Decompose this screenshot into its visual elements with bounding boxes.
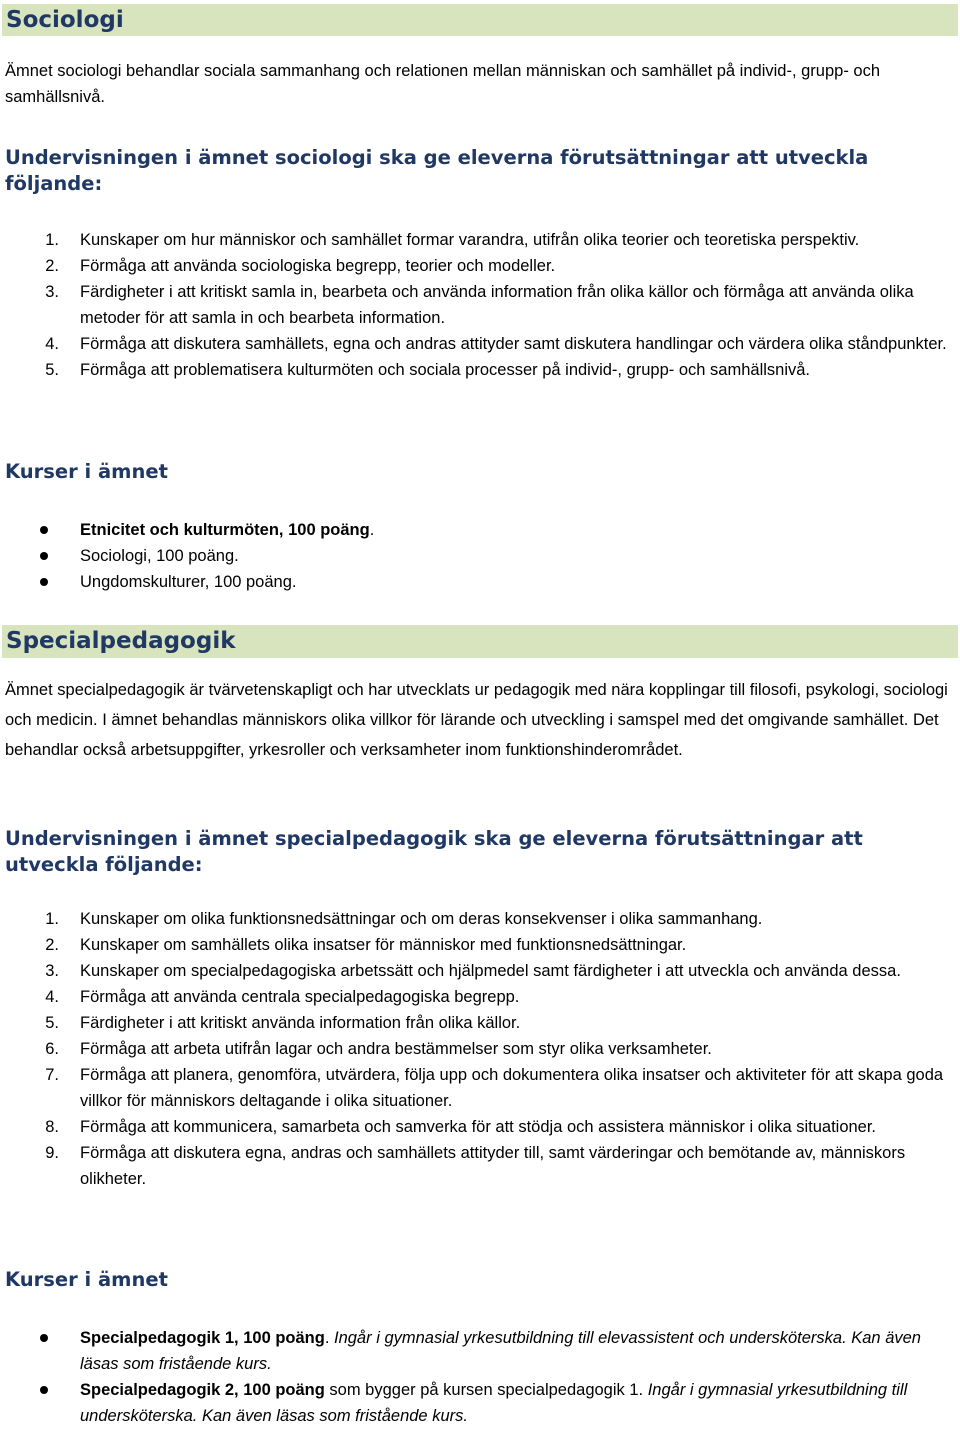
bullet-icon — [40, 552, 48, 560]
bullet-icon — [40, 526, 48, 534]
list-item: 2. Kunskaper om samhällets olika insatser för människor med funktionsnedsättningar. — [45, 936, 687, 954]
list-item: 4. Förmåga att diskutera samhällets, egna och andras attityder samt diskutera handlingar och värdera olika ståndpunkter. — [45, 335, 947, 353]
sociologi-intro: Ämnet sociologi behandlar sociala sammanhang och relationen mellan människan och samhället på individ-, grupp- och samhällsnivå. — [5, 62, 880, 106]
specialpedagogik-intro: Ämnet specialpedagogik är tvärvetenskapligt och har utvecklats ur pedagogik med nära kopplingar till filosofi, psykologi, sociologi och medicin. I ämnet behandlas människors olika villkor för lärande och utveckling i samspel med det omgivande samhället. Det behandlar också arbetsuppgifter, yrkesroller och verksamheter inom funktionshinderområdet. — [5, 681, 948, 759]
list-item: Sociologi, 100 poäng. — [0, 543, 950, 569]
specialpedagogik-goals-list — [0, 906, 950, 1192]
sociologi-courses-list — [0, 517, 950, 595]
bullet-icon — [40, 1386, 48, 1394]
sociologi-goals-heading: Undervisningen i ämnet sociologi ska ge eleverna förutsättningar att utveckla följande: — [5, 146, 869, 195]
list-item: 5. Förmåga att problematisera kulturmöten och sociala processer på individ-, grupp- och samhällsnivå. — [45, 361, 811, 379]
list-item: Specialpedagogik 1, 100 poäng. Ingår i gymnasial yrkesutbildning till elevassistent och undersköterska. Kan även läsas som fristående kurs. — [0, 1325, 950, 1377]
list-item: 3. Kunskaper om specialpedagogiska arbetssätt och hjälpmedel samt färdigheter i att utveckla och använda dessa. — [45, 962, 901, 980]
list-item: Specialpedagogik 2, 100 poäng som bygger på kursen specialpedagogik 1. Ingår i gymnasial yrkesutbildning till undersköterska. Kan även läsas som fristående kurs. — [0, 1377, 950, 1429]
list-item: 1. Kunskaper om olika funktionsnedsättningar och om deras konsekvenser i olika sammanhang. — [45, 910, 763, 928]
section-title-text: Sociologi — [6, 7, 124, 33]
section-title-sociologi — [2, 4, 958, 36]
list-item: 6. Förmåga att arbeta utifrån lagar och andra bestämmelser som styr olika verksamheter. — [45, 1040, 712, 1058]
specialpedagogik-courses-list — [0, 1325, 950, 1429]
list-item: 4. Förmåga att använda centrala specialpedagogiska begrepp. — [45, 988, 520, 1006]
sociologi-goals-list — [0, 227, 950, 383]
specialpedagogik-courses-heading: Kurser i ämnet — [5, 1268, 168, 1291]
section-title-specialpedagogik — [2, 625, 958, 658]
list-item: 9. Förmåga att diskutera egna, andras och samhällets attityder till, samt värderingar och bemötande av, människors olikheter. — [45, 1144, 906, 1188]
bullet-icon — [40, 578, 48, 586]
list-item: 7. Förmåga att planera, genomföra, utvärdera, följa upp och dokumentera olika insatser och aktiviteter för att skapa goda villkor för människors deltagande i olika situationer. — [45, 1066, 944, 1110]
list-item: 8. Förmåga att kommunicera, samarbeta och samverka för att stödja och assistera människor i olika situationer. — [45, 1118, 877, 1136]
list-item: 2. Förmåga att använda sociologiska begrepp, teorier och modeller. — [45, 257, 556, 275]
sociologi-courses-heading: Kurser i ämnet — [5, 460, 168, 483]
list-item: 1. Kunskaper om hur människor och samhället formar varandra, utifrån olika teorier och teoretiska perspektiv. — [45, 231, 860, 249]
specialpedagogik-goals-heading: Undervisningen i ämnet specialpedagogik ska ge eleverna förutsättningar att utveckla följande: — [5, 827, 863, 876]
list-item: Ungdomskulturer, 100 poäng. — [0, 569, 950, 595]
list-item: 5. Färdigheter i att kritiskt använda information från olika källor. — [45, 1014, 521, 1032]
section-title-text: Specialpedagogik — [6, 628, 236, 654]
list-item: 3. Färdigheter i att kritiskt samla in, bearbeta och använda information från olika källor och förmåga att använda olika metoder för att samla in och bearbeta information. — [45, 283, 914, 327]
list-item: Etnicitet och kulturmöten, 100 poäng. — [0, 517, 950, 543]
bullet-icon — [40, 1334, 48, 1342]
